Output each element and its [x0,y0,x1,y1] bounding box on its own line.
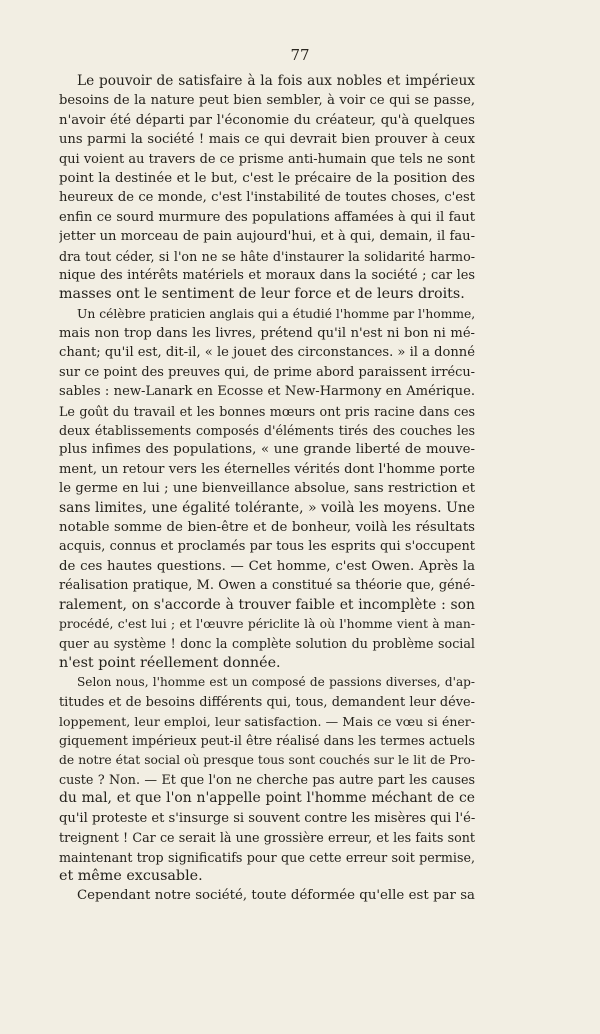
text-line: n'avoir été départi par l'économie du créateur, qu'à quelques [59,112,475,128]
text-line: deux établissements composés d'éléments tirés des couches les [59,423,475,439]
text-line: besoins de la nature peut bien sembler, à voir ce qui se passe, [59,93,475,109]
text-line: de ces hautes questions. — Cet homme, c'est Owen. Après la [59,558,475,574]
text-line: sans limites, une égalité tolérante, » voilà les moyens. Une [59,499,475,516]
text-line: treignent ! Car ce serait là une grossière erreur, et les faits sont [59,830,475,846]
text-line: heureux de ce monde, c'est l'instabilité de toutes choses, c'est [59,190,475,206]
text-line: masses ont le sentiment de leur force et de leurs droits. [59,286,465,303]
text-line: titudes et de besoins différents qui, tous, demandent leur déve- [59,694,475,710]
text-line: procédé, c'est lui ; et l'œuvre périclite là où l'homme vient à man- [59,616,475,631]
text-line: plus infimes des populations, « une grande liberté de mouve- [59,442,475,458]
text-line: enfin ce sourd murmure des populations affamées à qui il faut [59,209,475,225]
text-line: qui voient au travers de ce prisme anti-humain que tels ne sont [59,151,475,167]
body-text [59,72,475,906]
text-line: du mal, et que l'on n'appelle point l'homme méchant de ce [59,790,475,807]
text-line: sur ce point des preuves qui, de prime abord paraissent irrécu- [59,364,475,380]
text-line: maintenant trop significatifs pour que cette erreur soit permise, [59,849,475,865]
text-line: Le goût du travail et les bonnes mœurs ont pris racine dans ces [59,403,475,419]
text-line: et même excusable. [59,868,203,885]
text-line: Le pouvoir de satisfaire à la fois aux nobles et impérieux [77,73,475,89]
text-line: le germe en lui ; une bienveillance absolue, sans restriction et [59,481,475,497]
text-line: notable somme de bien-être et de bonheur, voilà les résultats [59,519,475,535]
text-line: jetter un morceau de pain aujourd'hui, et à qui, demain, il fau- [59,229,475,245]
text-line: giquement impérieux peut-il être réalisé dans les termes actuels [59,733,475,749]
text-line: quer au système ! donc la complète solution du problème social [59,636,475,652]
text-line: Cependant notre société, toute déformée qu'elle est par sa [77,888,475,904]
text-line: acquis, connus et proclamés par tous les esprits qui s'occupent [59,539,475,555]
text-line: ralement, on s'accorde à trouver faible et incomplète : son [59,596,475,613]
page-number: 77 [290,46,310,64]
text-line: point la destinée et le but, c'est le précaire de la position des [59,170,475,186]
text-line: custe ? Non. — Et que l'on ne cherche pas autre part les causes [59,772,475,788]
text-line: uns parmi la société ! mais ce qui devrait bien prouver à ceux [59,132,475,148]
text-line: Un célèbre praticien anglais qui a étudié l'homme par l'homme, [77,306,475,321]
text-line: de notre état social où presque tous sont couchés sur le lit de Pro- [59,752,475,767]
text-line: loppement, leur emploi, leur satisfaction. — Mais ce vœu si éner- [59,713,475,729]
text-line: sables : new-Lanark en Ecosse et New-Harmony en Amérique. [59,384,475,400]
text-line: chant; qu'il est, dit-il, « le jouet des circonstances. » il a donné [59,345,475,361]
text-line: dra tout céder, si l'on ne se hâte d'instaurer la solidarité harmo- [59,248,475,264]
text-line: n'est point réellement donnée. [59,654,281,671]
text-line: qu'il proteste et s'insurge si souvent contre les misères qui l'é- [59,810,475,826]
text-line: mais non trop dans les livres, prétend qu'il n'est ni bon ni mé- [59,326,475,342]
text-line: ment, un retour vers les éternelles vérités dont l'homme porte [59,461,475,477]
text-line: réalisation pratique, M. Owen a constitué sa théorie que, géné- [59,578,475,594]
text-line: nique des intérêts matériels et moraux dans la société ; car les [59,267,475,283]
text-line: Selon nous, l'homme est un composé de passions diverses, d'ap- [77,675,475,690]
